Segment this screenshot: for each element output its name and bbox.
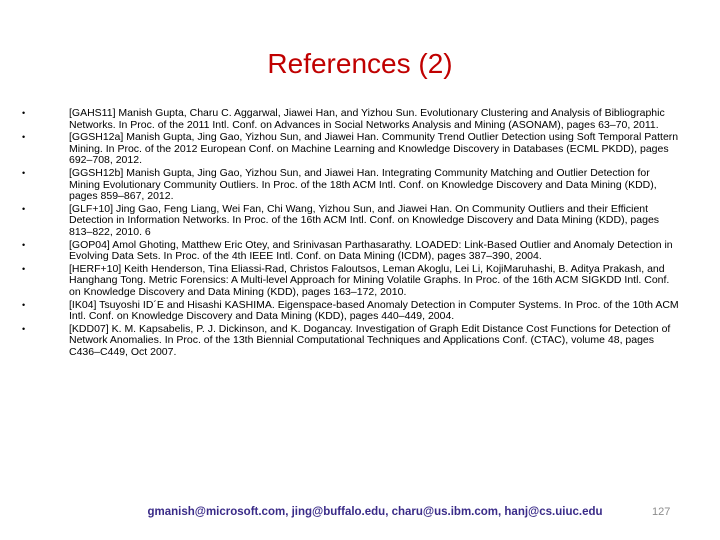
bullet-icon: • [22,239,26,250]
slide-title: References (2) [267,48,453,79]
reference-item [22,168,682,203]
reference-text: [GGSH12a] Manish Gupta, Jing Gao, Yizhou Sun, and Jiawei Han. Community Trend Outlier Detection using Soft Temporal Pattern Mining. In Proc. of the 2012 European Conf. on Machine Learning and Knowledge Discovery in Databases (ECML PKDD), pages 692–708, 2012. [69,131,679,167]
reference-item [22,264,682,299]
bullet-icon: • [22,108,26,118]
bullet-icon: • [22,299,26,310]
reference-text: [IK04] Tsuyoshi ID´E and Hisashi KASHIMA. Eigenspace-based Anomaly Detection in Computer Systems. In Proc. of the 10th ACM Intl. Conf. on Knowledge Discovery and Data Mining (KDD), pages 440–449, 2004. [69,298,679,323]
bullet-icon: • [22,323,26,334]
reference-item [22,132,682,167]
bullet-icon: • [22,263,26,274]
reference-list [22,108,682,359]
bullet-icon: • [22,167,26,178]
footer-contact-emails: gmanish@microsoft.com, jing@buffalo.edu, charu@us.ibm.com, hanj@cs.uiuc.edu [147,506,603,518]
reference-text: [GAHS11] Manish Gupta, Charu C. Aggarwal, Jiawei Han, and Yizhou Sun. Evolutionary Clustering and Analysis of Bibliographic Networks. In Proc. of the 2011 Intl. Conf. on Advances in Social Networks Analysis and Mining (ASONAM), pages 63–70, 2011. [69,107,665,131]
reference-item [22,108,682,131]
reference-item [22,204,682,239]
reference-text: [HERF+10] Keith Henderson, Tina Eliassi-Rad, Christos Faloutsos, Leman Akoglu, Lei Li, KojiMaruhashi, B. Aditya Prakash, and Hanghang Tong. Metric Forensics: A Multi-level Approach for Mining Volatile Graphs. In Proc. of the 16th ACM SIGKDD Intl. Conf. on Knowledge Discovery and Data Mining (KDD), pages 163–172, 2010. [69,262,670,298]
reference-text: [GGSH12b] Manish Gupta, Jing Gao, Yizhou Sun, and Jiawei Han. Integrating Community Matching and Outlier Detection for Mining Evolutionary Community Outliers. In Proc. of the 18th ACM Intl. Conf. on Knowledge Discovery and Data Mining (KDD), pages 859–867, 2012. [69,166,657,203]
reference-text: [GLF+10] Jing Gao, Feng Liang, Wei Fan, Chi Wang, Yizhou Sun, and Jiawei Han. On Community Outliers and their Efficient Detection in Information Networks. In Proc. of the 16th ACM Intl. Conf. on Knowledge Discovery and Data Mining (KDD), pages 813–822, 2010. 6 [69,202,660,238]
reference-item [22,240,682,263]
page-number: 127 [652,506,671,518]
bullet-icon: • [22,203,26,214]
reference-text: [KDD07] K. M. Kapsabelis, P. J. Dickinson, and K. Dogancay. Investigation of Graph Edit Distance Cost Functions for Detection of Network Anomalies. In Proc. of the 13th Biennial Computational Techniques and Applications Conf. (CTAC), volume 48, pages C436–C449, Oct 2007. [69,322,671,358]
reference-text: [GOP04] Amol Ghoting, Matthew Eric Otey, and Srinivasan Parthasarathy. LOADED: Link-Based Outlier and Anomaly Detection in Evolving Data Sets. In Proc. of the 4th IEEE Intl. Conf. on Data Mining (ICDM), pages 387–390, 2004. [69,238,673,263]
bullet-icon: • [22,132,26,143]
reference-item [22,300,682,323]
reference-item [22,324,682,359]
